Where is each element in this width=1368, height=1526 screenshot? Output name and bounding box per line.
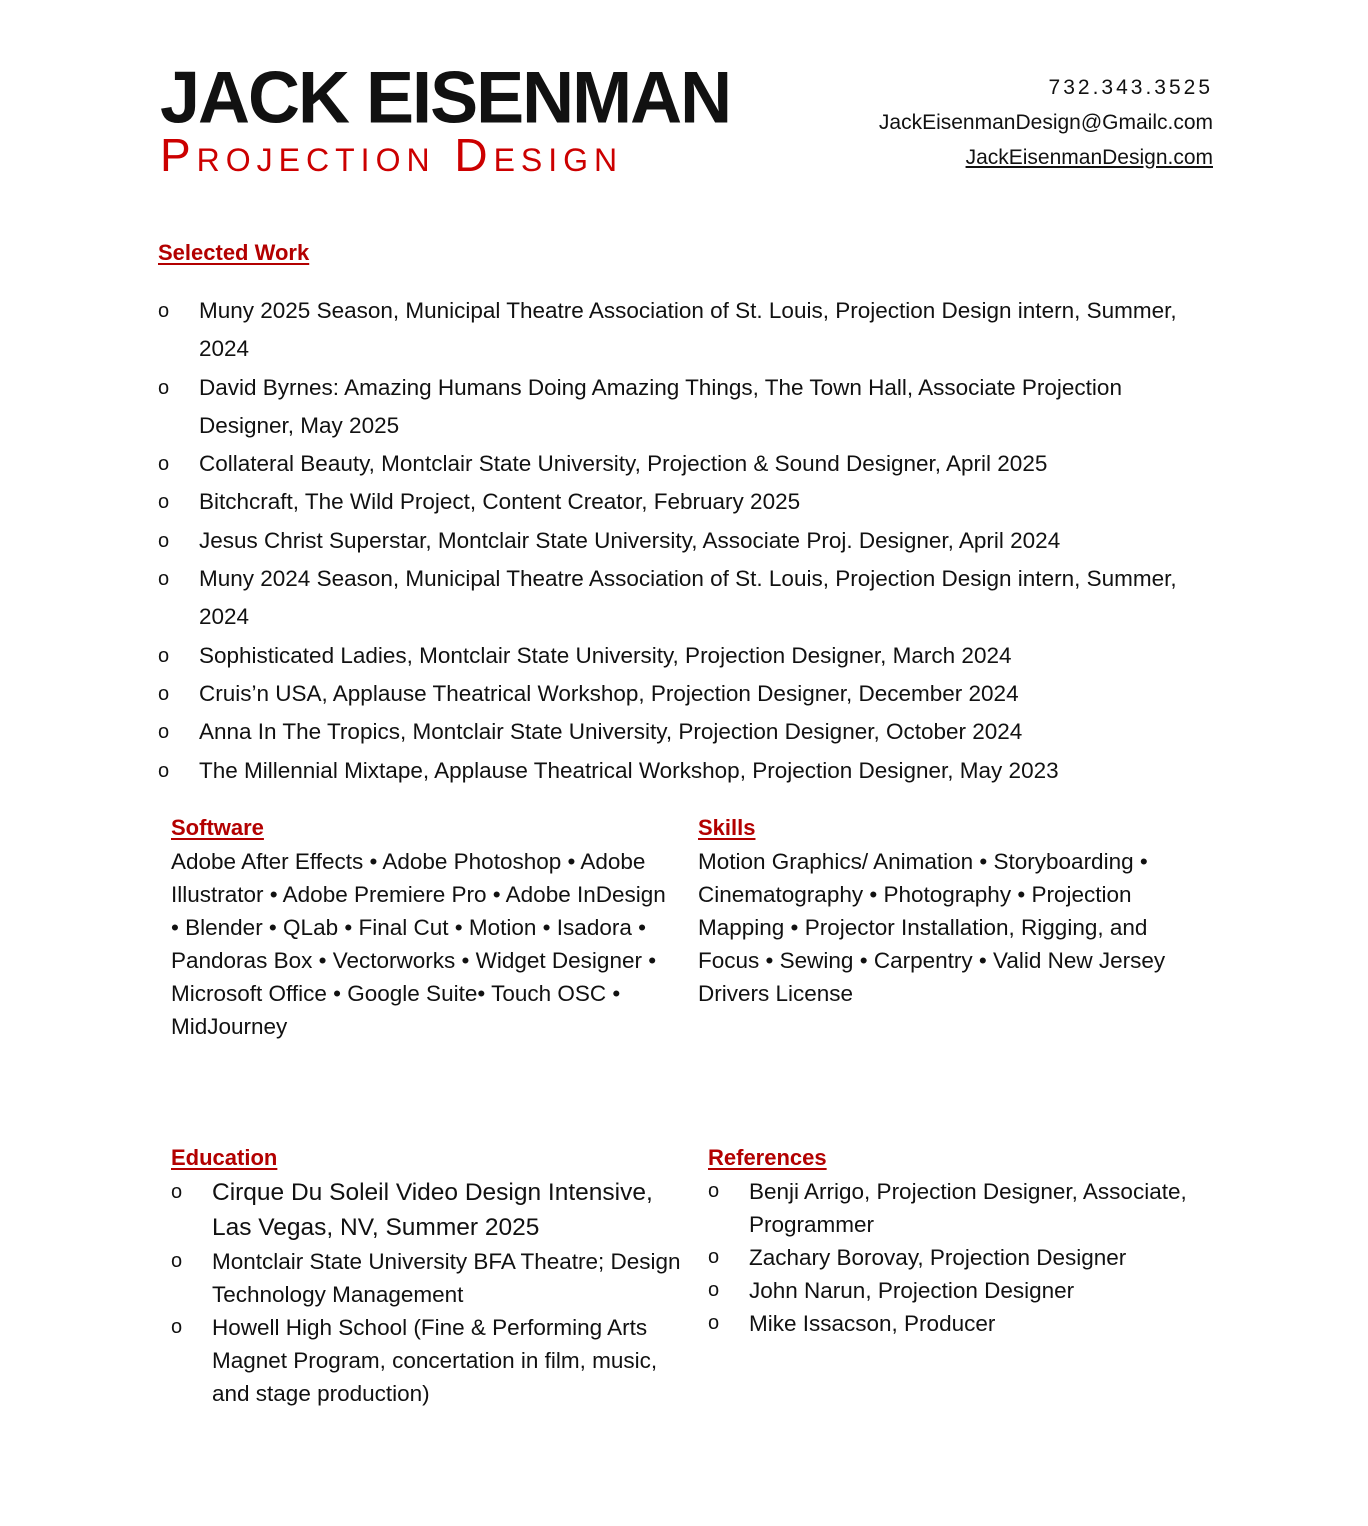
reference-item-text: Benji Arrigo, Projection Designer, Associate, Programmer [749, 1179, 1187, 1237]
work-item [158, 522, 1218, 560]
education-item [171, 1311, 691, 1410]
bullet-icon: o [158, 682, 170, 705]
bullet-icon: o [171, 1250, 183, 1272]
selected-work-section [158, 240, 1218, 790]
bullet-icon: o [708, 1312, 720, 1334]
work-item-text: Jesus Christ Superstar, Montclair State University, Associate Proj. Designer, April 2024 [199, 527, 1061, 553]
software-heading: Software [171, 815, 264, 840]
work-item-text: Muny 2024 Season, Municipal Theatre Association of St. Louis, Projection Design intern, Summer, 2024 [199, 566, 1177, 630]
reference-item [708, 1307, 1208, 1340]
education-section [171, 1143, 691, 1410]
reference-item [708, 1175, 1208, 1241]
resume-subtitle: Projection Design [160, 129, 624, 181]
reference-item-text: Zachary Borovay, Projection Designer [749, 1245, 1127, 1270]
references-heading: References [708, 1145, 827, 1170]
references-section [708, 1143, 1208, 1340]
bullet-icon: o [158, 491, 170, 514]
work-item [158, 675, 1218, 713]
skills-heading: Skills [698, 815, 756, 840]
selected-work-list [158, 292, 1218, 790]
bullet-icon: o [708, 1279, 720, 1301]
education-item [171, 1245, 691, 1311]
education-item-text: Howell High School (Fine & Performing Arts Magnet Program, concertation in film, music, and stage production) [212, 1315, 658, 1406]
work-item [158, 752, 1218, 790]
resume-name: JACK EISENMAN [160, 57, 731, 139]
reference-item-text: Mike Issacson, Producer [749, 1311, 996, 1336]
software-section [171, 813, 666, 1043]
reference-item [708, 1241, 1208, 1274]
education-item-text: Cirque Du Soleil Video Design Intensive, Las Vegas, NV, Summer 2025 [212, 1179, 653, 1241]
work-item-text: Collateral Beauty, Montclair State University, Projection & Sound Designer, April 2025 [199, 451, 1048, 477]
references-list [708, 1175, 1208, 1340]
reference-item-text: John Narun, Projection Designer [749, 1278, 1075, 1303]
contact-block [879, 70, 1213, 175]
selected-work-heading: Selected Work [158, 240, 310, 265]
bullet-icon: o [158, 759, 170, 782]
work-item [158, 713, 1218, 751]
bullet-icon: o [708, 1246, 720, 1268]
bullet-icon: o [158, 376, 170, 399]
work-item-text: The Millennial Mixtape, Applause Theatrical Workshop, Projection Designer, May 2023 [199, 757, 1059, 783]
work-item-text: Sophisticated Ladies, Montclair State University, Projection Designer, March 2024 [199, 642, 1012, 668]
skills-section [698, 813, 1203, 1010]
education-item [171, 1175, 691, 1245]
work-item-text: Bitchcraft, The Wild Project, Content Creator, February 2025 [199, 489, 801, 515]
bullet-icon: o [158, 721, 170, 744]
work-item [158, 637, 1218, 675]
work-item [158, 483, 1218, 521]
education-list [171, 1175, 691, 1410]
work-item [158, 445, 1218, 483]
reference-item [708, 1274, 1208, 1307]
work-item [158, 292, 1218, 369]
software-list: Adobe After Effects • Adobe Photoshop • Adobe Illustrator • Adobe Premiere Pro • Adobe InDesign • Blender • QLab • Final Cut • Motion • Isadora • Pandoras Box • Vectorworks • Widget Designer • Microsoft Office • Google Suite• Touch OSC • MidJourney [171, 849, 666, 1039]
website-link[interactable]: JackEisenmanDesign.com [965, 146, 1213, 169]
work-item-text: Muny 2025 Season, Municipal Theatre Association of St. Louis, Projection Design intern, Summer, 2024 [199, 298, 1177, 362]
work-item-text: Cruis’n USA, Applause Theatrical Workshop, Projection Designer, December 2024 [199, 680, 1019, 706]
bullet-icon: o [158, 453, 170, 476]
skills-list: Motion Graphics/ Animation • Storyboarding • Cinematography • Photography • Projection Mapping • Projector Installation, Rigging, and Focus • Sewing • Carpentry • Valid New Jersey Drivers License [698, 849, 1166, 1006]
education-heading: Education [171, 1145, 278, 1170]
work-item-text: David Byrnes: Amazing Humans Doing Amazing Things, The Town Hall, Associate Projection Designer, May 2025 [199, 374, 1122, 438]
education-item-text: Montclair State University BFA Theatre; Design Technology Management [212, 1249, 681, 1307]
bullet-icon: o [708, 1180, 720, 1202]
bullet-icon: o [158, 568, 170, 591]
work-item [158, 560, 1218, 637]
bullet-icon: o [171, 1316, 183, 1338]
bullet-icon: o [158, 529, 170, 552]
bullet-icon: o [158, 300, 170, 322]
phone-number: 732.343.3525 [1048, 76, 1213, 99]
work-item-text: Anna In The Tropics, Montclair State University, Projection Designer, October 2024 [199, 719, 1023, 745]
bullet-icon: o [171, 1181, 183, 1203]
email-address[interactable]: JackEisenmanDesign@Gmailc.com [878, 111, 1213, 134]
bullet-icon: o [158, 644, 170, 667]
work-item [158, 369, 1218, 446]
